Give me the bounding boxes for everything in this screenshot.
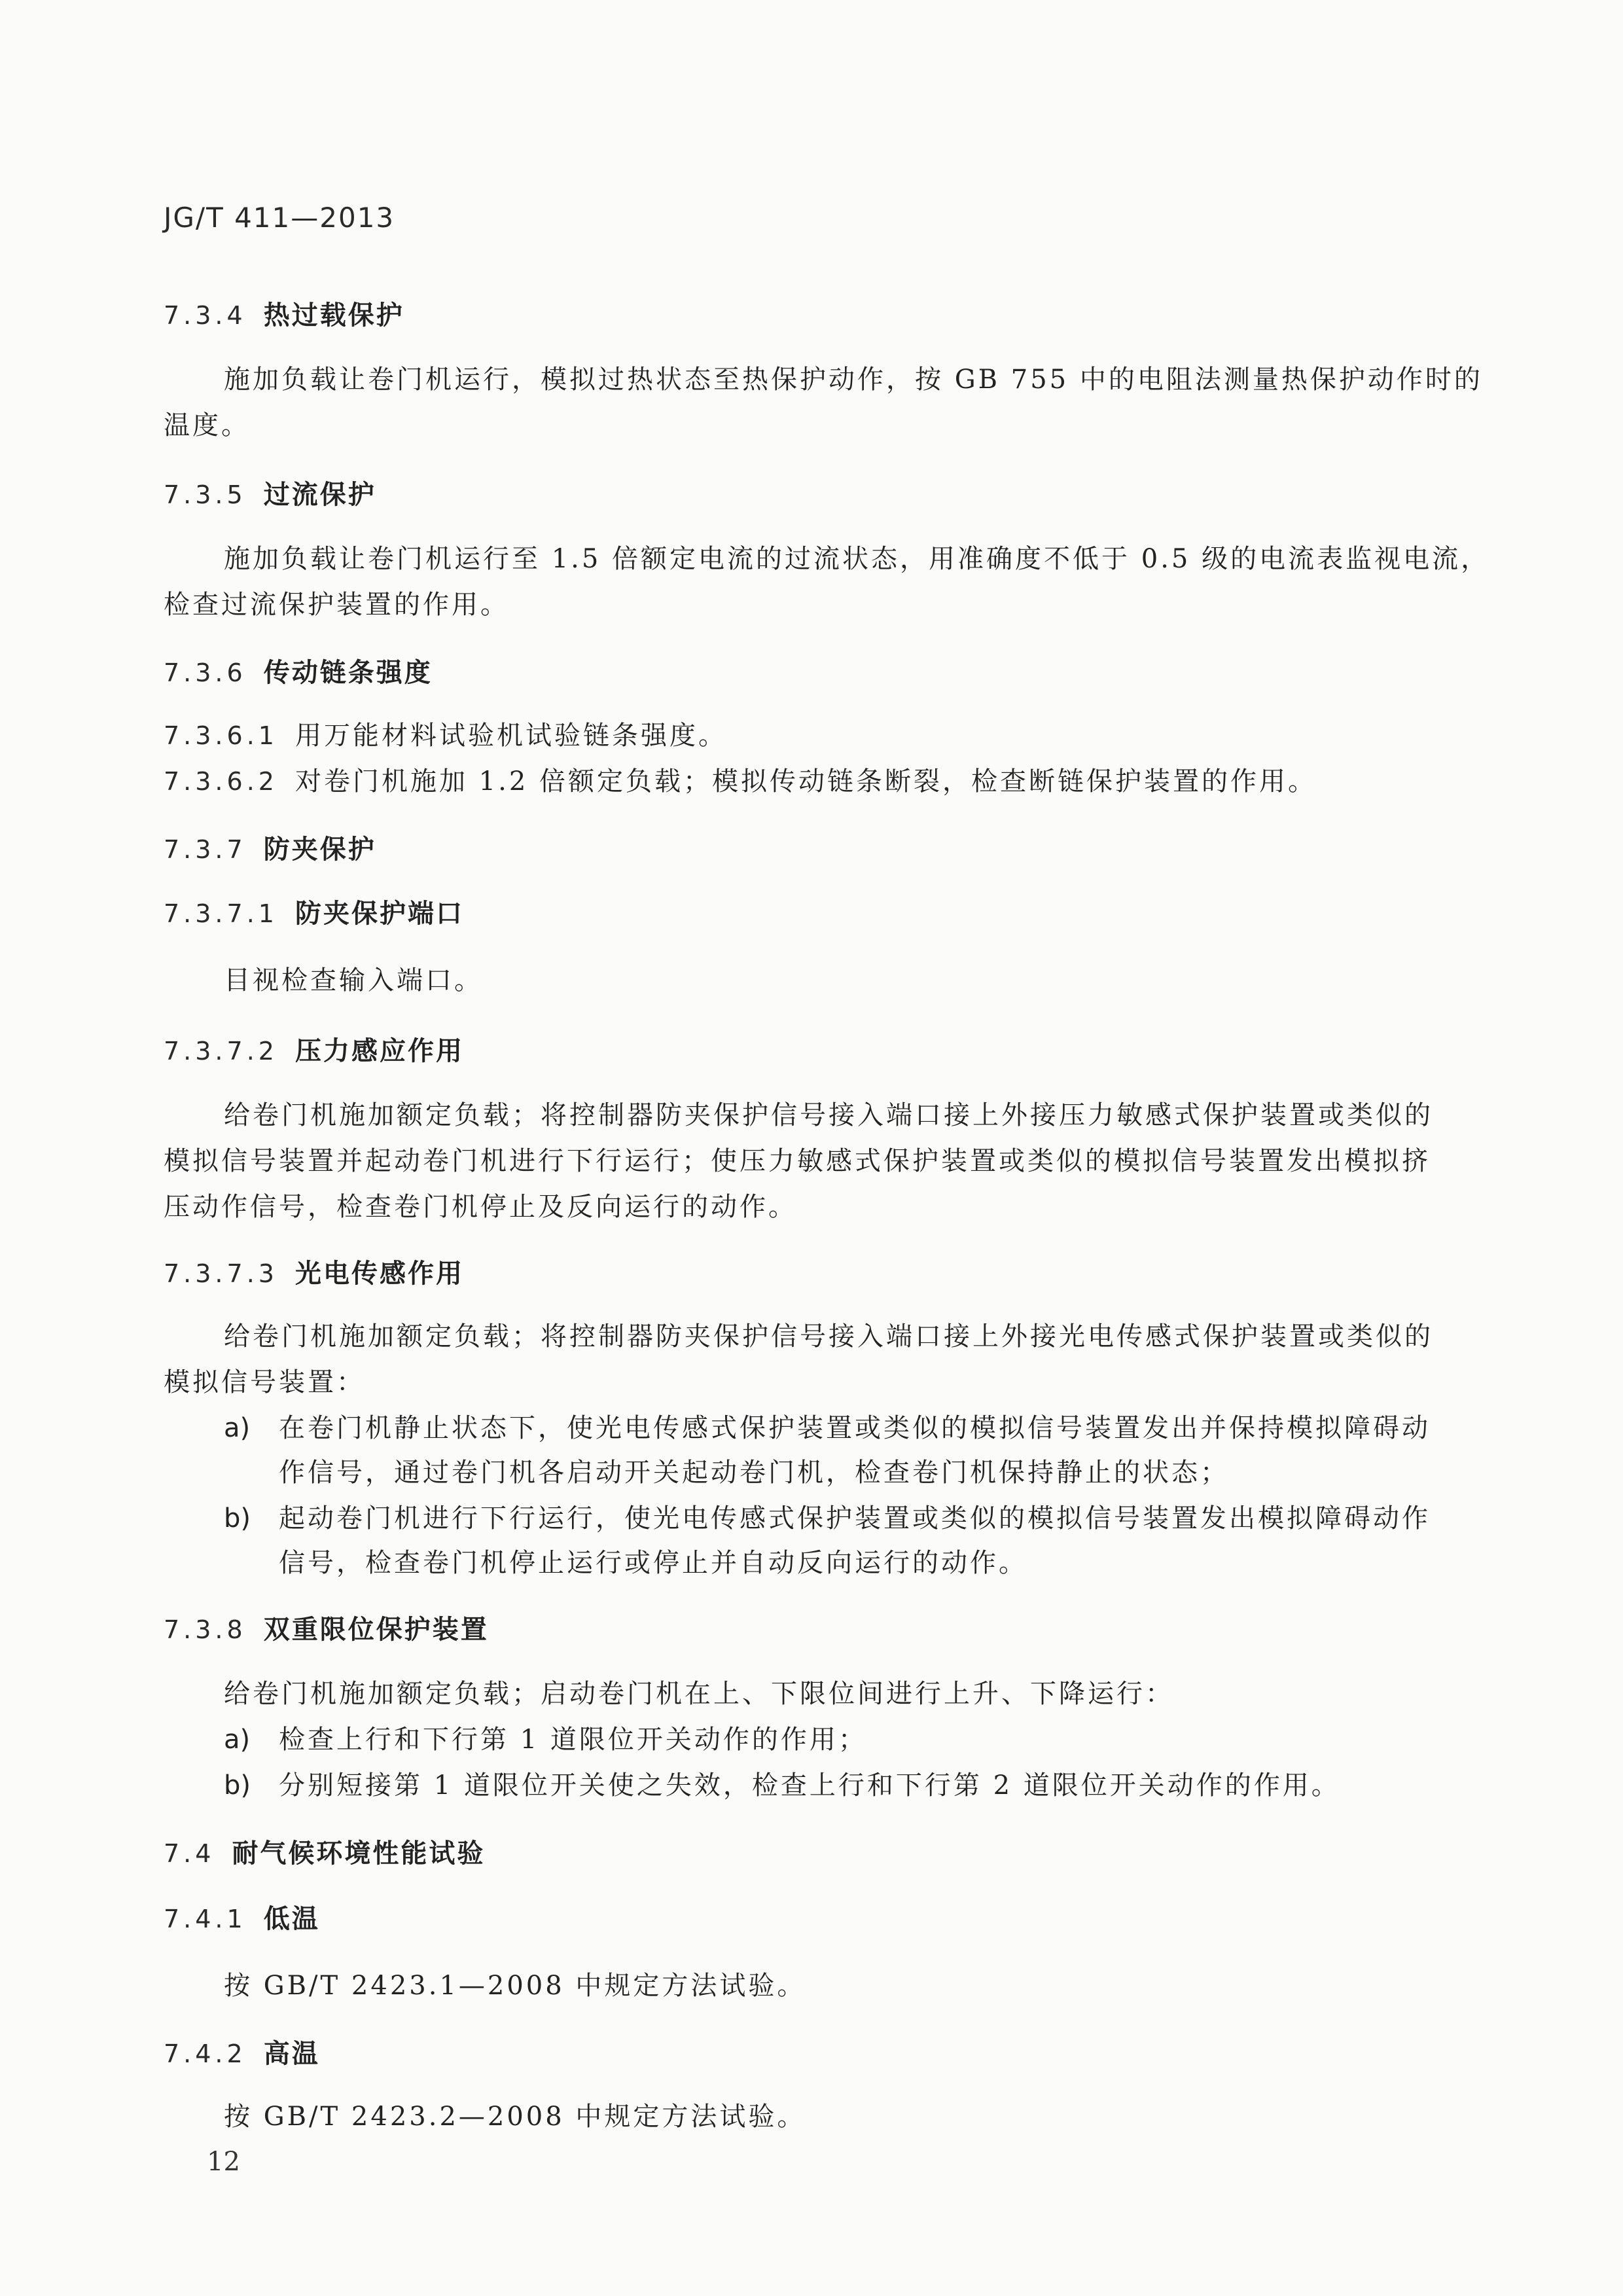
clause-text: 用万能材料试验机试验链条强度。 — [294, 721, 727, 751]
section-number: 7.3.8 — [164, 1615, 247, 1644]
section-heading — [164, 655, 433, 691]
subsection-number: 7.3.7.2 — [164, 1037, 278, 1066]
subsection-title: 高温 — [263, 2039, 320, 2069]
paragraph-line: 检查过流保护装置的作用。 — [164, 590, 509, 620]
paragraph-line: 按 GB/T 2423.1—2008 中规定方法试验。 — [224, 1971, 806, 2001]
list-marker: a) — [224, 1413, 251, 1443]
subsection-heading — [164, 1033, 464, 1069]
clause — [164, 717, 727, 754]
standard-header: JG/T 411—2013 — [164, 202, 395, 234]
list-marker: a) — [224, 1725, 251, 1755]
page-number: 12 — [207, 2147, 240, 2177]
subsection-title: 低温 — [263, 1904, 320, 1934]
section-title: 防夹保护 — [263, 834, 376, 865]
section-title: 过流保护 — [263, 480, 376, 510]
paragraph-line: 施加负载让卷门机运行，模拟过热状态至热保护动作，按 GB 755 中的电阻法测量热保护动作时的 — [224, 365, 1483, 395]
subsection-title: 压力感应作用 — [294, 1036, 464, 1066]
subsection-heading — [164, 1901, 320, 1937]
list-item-line: 作信号，通过卷门机各启动开关起动卷门机，检查卷门机保持静止的状态； — [279, 1458, 1229, 1488]
paragraph-line: 给卷门机施加额定负载；将控制器防夹保护信号接入端口接上外接光电传感式保护装置或类似的 — [224, 1321, 1433, 1352]
section-number: 7.3.7 — [164, 835, 247, 864]
list-item-line: 起动卷门机进行下行运行，使光电传感式保护装置或类似的模拟信号装置发出模拟障碍动作 — [279, 1503, 1431, 1534]
section-title: 耐气候环境性能试验 — [232, 1839, 486, 1869]
list-marker: b) — [224, 1770, 251, 1801]
list-item-line: 在卷门机静止状态下，使光电传感式保护装置或类似的模拟信号装置发出并保持模拟障碍动 — [279, 1413, 1431, 1443]
section-heading — [164, 476, 376, 513]
subsection-number: 7.3.7.3 — [164, 1259, 278, 1288]
clause-text: 对卷门机施加 1.2 倍额定负载；模拟传动链条断裂，检查断链保护装置的作用。 — [294, 766, 1317, 797]
subsection-heading — [164, 895, 464, 932]
paragraph-line: 温度。 — [164, 410, 250, 440]
paragraph-line: 给卷门机施加额定负载；将控制器防夹保护信号接入端口接上外接压力敏感式保护装置或类似的 — [224, 1100, 1433, 1130]
subsection-heading — [164, 2036, 320, 2072]
list-item-line: 信号，检查卷门机停止运行或停止并自动反向运行的动作。 — [279, 1548, 1027, 1578]
paragraph-line: 模拟信号装置： — [164, 1367, 365, 1397]
section-heading — [164, 831, 376, 868]
list-item-line: 分别短接第 1 道限位开关使之失效，检查上行和下行第 2 道限位开关动作的作用。 — [279, 1770, 1340, 1801]
section-heading — [164, 297, 404, 334]
subsection-number: 7.4.2 — [164, 2039, 247, 2068]
section-title: 传动链条强度 — [263, 658, 433, 688]
clause — [164, 763, 1317, 800]
paragraph-line: 施加负载让卷门机运行至 1.5 倍额定电流的过流状态，用准确度不低于 0.5 级的电流表监视电流， — [224, 544, 1490, 574]
subsection-heading — [164, 1255, 464, 1292]
paragraph-line: 目视检查输入端口。 — [224, 965, 483, 996]
section-number: 7.3.4 — [164, 301, 247, 330]
paragraph-line: 给卷门机施加额定负载；启动卷门机在上、下限位间进行上升、下降运行： — [224, 1679, 1174, 1709]
subsection-number: 7.3.7.1 — [164, 899, 278, 928]
section-title: 双重限位保护装置 — [263, 1615, 489, 1645]
subsection-title: 光电传感作用 — [294, 1259, 464, 1289]
clause-number: 7.3.6.1 — [164, 721, 278, 750]
clause-number: 7.3.6.2 — [164, 767, 278, 796]
subsection-title: 防夹保护端口 — [294, 899, 464, 929]
paragraph-line: 压动作信号，检查卷门机停止及反向运行的动作。 — [164, 1192, 797, 1222]
section-number: 7.3.5 — [164, 480, 247, 509]
list-item-line: 检查上行和下行第 1 道限位开关动作的作用； — [279, 1725, 867, 1755]
section-title: 热过载保护 — [263, 300, 404, 331]
section-number: 7.4 — [164, 1839, 215, 1868]
section-heading — [164, 1835, 485, 1872]
subsection-number: 7.4.1 — [164, 1905, 247, 1933]
section-heading — [164, 1611, 489, 1648]
section-number: 7.3.6 — [164, 658, 247, 687]
paragraph-line: 按 GB/T 2423.2—2008 中规定方法试验。 — [224, 2102, 806, 2132]
paragraph-line: 模拟信号装置并起动卷门机进行下行运行；使压力敏感式保护装置或类似的模拟信号装置发出模拟挤 — [164, 1146, 1431, 1176]
list-marker: b) — [224, 1503, 251, 1534]
